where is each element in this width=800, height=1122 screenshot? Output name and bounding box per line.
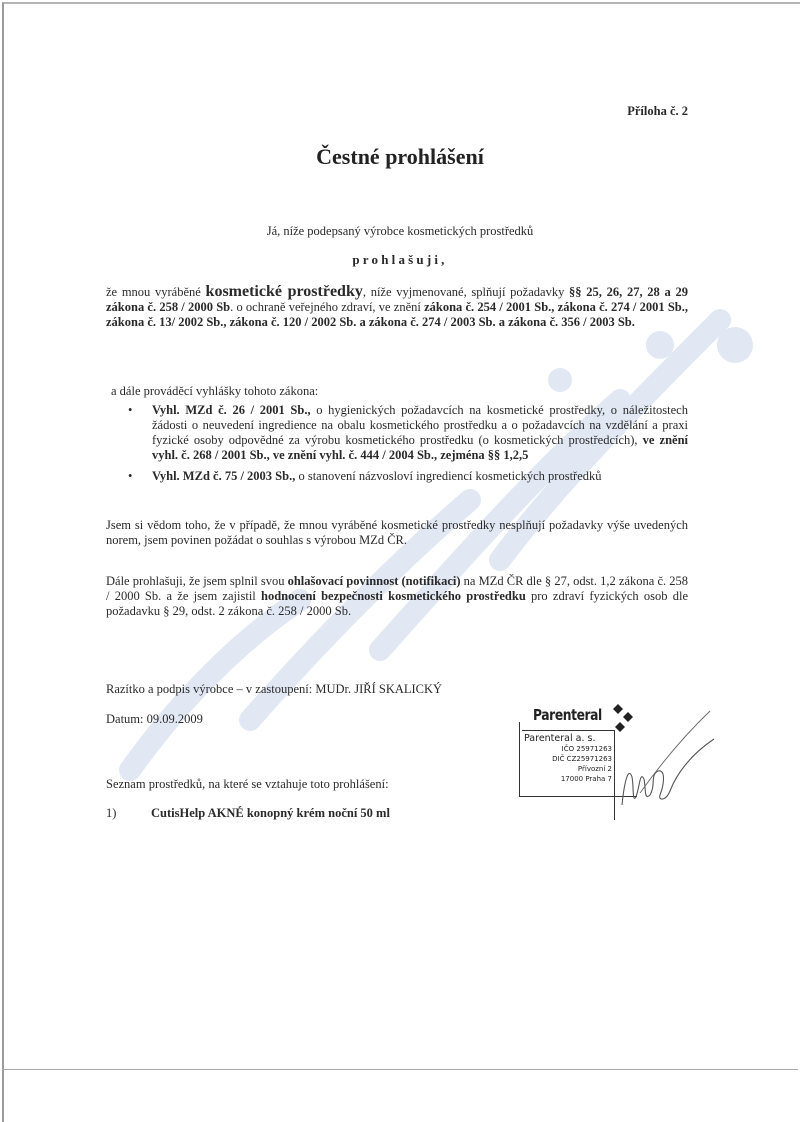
date-line: Datum: 09.09.2009 [106, 712, 203, 726]
decrees-list [128, 403, 688, 490]
products-heading: Seznam prostředků, na které se vztahuje toto prohlášení: [106, 777, 389, 791]
stamp-details: Parenteral a. s. IČO 25971263 DIČ CZ25971263 Přívozní 2 17000 Praha 7 [524, 733, 612, 783]
signature-line: Razítko a podpis výrobce – v zastoupení: MUDr. JIŘÍ SKALICKÝ [106, 682, 443, 696]
list-item: • Vyhl. MZd č. 26 / 2001 Sb., o hygienických požadavcích na kosmetické prostředky, o náležitostech žádosti o neuvedení ingredience na obalu kosmetického prostředku a o požadavcích na vzdělání a praxi fyzické osoby odpovědné za výrobu kosmetického prostředku (o kosmetických prostředcích), ve znění vyhl. č. 268 / 2001 Sb., ve znění vyhl. č. 444 / 2004 Sb., zejména §§ 1,2,5 [128, 403, 688, 462]
annex-label: Příloha č. 2 [627, 104, 688, 118]
stamp-brand: Parenteral [533, 706, 602, 724]
intro-line: Já, níže podepsaný výrobce kosmetických prostředků [266, 224, 534, 238]
bullet-icon: • [128, 469, 133, 483]
decrees-heading: a dále prováděcí vyhlášky tohoto zákona: [111, 384, 319, 398]
list-item: • Vyhl. MZd č. 75 / 2003 Sb., o stanovení názvosloví ingrediencí kosmetických prostředků [128, 469, 602, 483]
declaration-heading: prohlašuji, [352, 252, 448, 267]
compliance-paragraph: že mnou vyráběné kosmetické prostředky, níže vyjmenované, splňují požadavky §§ 25, 26, 27, 28 a 29 zákona č. 258 / 2000 Sb. o ochraně veřejného zdraví, ve znění zákona č. 254 / 2001 Sb., zákona č. 274 / 2001 Sb., zákona č. 13/ 2002 Sb., zákona č. 120 / 2002 Sb. a zákona č. 274 / 2003 Sb. a zákona č. 356 / 2003 Sb. [106, 283, 688, 329]
product-item: 1) CutisHelp AKNÉ konopný krém noční 50 ml [106, 806, 390, 820]
page-frame [2, 2, 800, 1122]
awareness-paragraph: Jsem si vědom toho, že v případě, že mnou vyráběné kosmetické prostředky nesplňují požadavky výše uvedených norem, jsem povinen požádat o souhlas s výrobou MZd ČR. [106, 518, 688, 547]
document-title: Čestné prohlášení [316, 144, 484, 169]
handwritten-signature [610, 705, 720, 815]
page-bottom-edge [2, 1069, 798, 1070]
stamp-left-line [519, 722, 520, 796]
bullet-icon: • [128, 403, 133, 417]
notification-paragraph: Dále prohlašuji, že jsem splnil svou ohlašovací povinnost (notifikaci) na MZd ČR dle § 27, odst. 1,2 zákona č. 258 / 2000 Sb. a že jsem zajistil hodnocení bezpečnosti kosmetického prostředku pro zdraví fyzických osob dle požadavku § 29, odst. 2 zákona č. 258 / 2000 Sb. [106, 574, 688, 618]
